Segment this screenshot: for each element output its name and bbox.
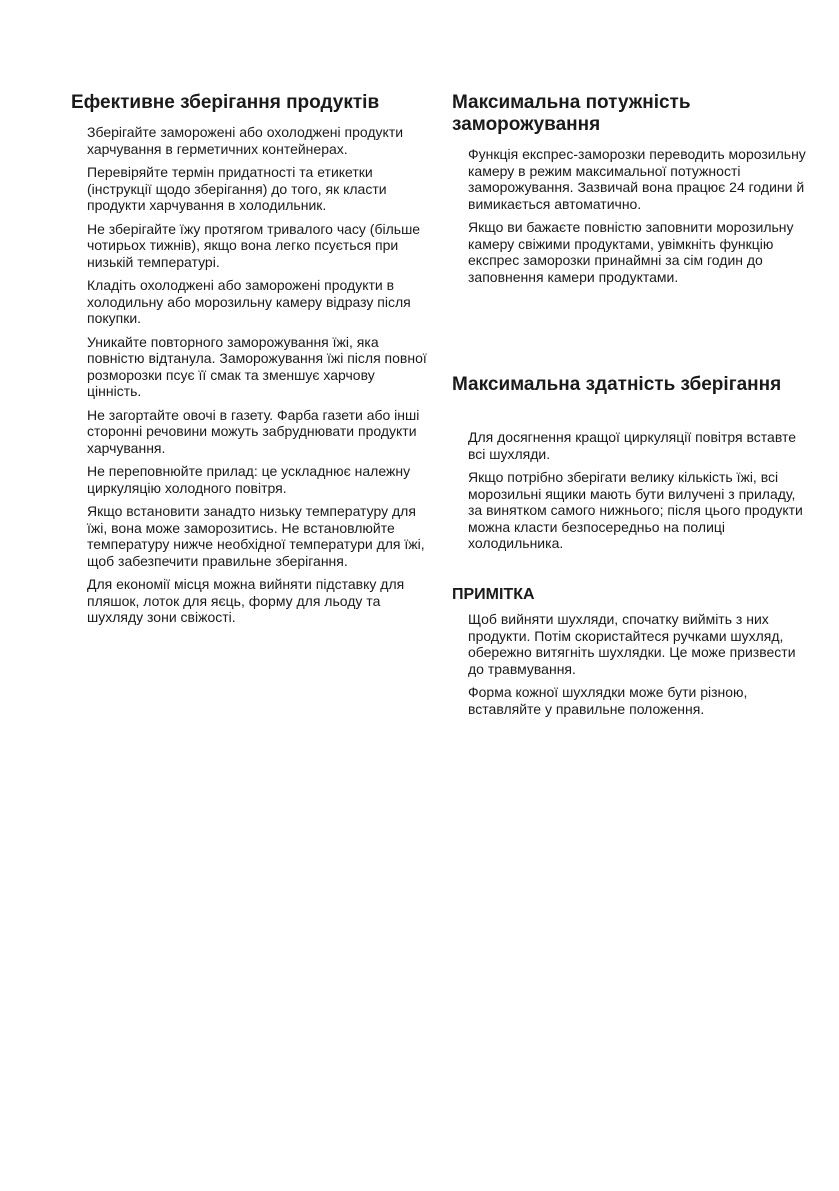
section-title-efficient-storage: Ефективне зберігання продуктів	[71, 92, 380, 113]
section-body-efficient-storage	[87, 124, 432, 633]
paragraph: Якщо ви бажаєте повністю заповнити морозильну камеру свіжими продуктами, увімкніть функцію експрес заморозки принаймні за сім годин до заповнення камери продуктами.	[468, 219, 794, 285]
section-title-max-freezing: Максимальна потужність заморожування	[452, 92, 691, 135]
paragraph: Функція експрес-заморозки переводить морозильну камеру в режим максимальної потужності заморожування. Зазвичай вона працює 24 години й вимикається автоматично.	[468, 146, 806, 212]
paragraph: Щоб вийняти шухляди, спочатку вийміть з них продукти. Потім скористайтеся ручками шухляд, обережно витягніть шухлядки. Це може призвести до травмування.	[468, 611, 796, 677]
paragraph: Кладіть охолоджені або заморожені продукти в холодильну або морозильну камеру відразу після покупки.	[87, 277, 411, 326]
section-body-max-freezing	[468, 146, 808, 292]
paragraph: Зберігайте заморожені або охолоджені продукти харчування в герметичних контейнерах.	[87, 124, 404, 157]
paragraph: Не переповнюйте прилад: це ускладнює належну циркуляцію холодного повітря.	[87, 463, 411, 496]
section-body-max-storage	[468, 429, 808, 559]
paragraph: Не загортайте овочі в газету. Фарба газети або інші сторонні речовини можуть забруднювати продукти харчування.	[87, 406, 420, 456]
paragraph: Якщо встановити занадто низьку температуру для їжі, вона може заморозитись. Не встановлюйте температуру нижче необхідної температури для їжі, щоб забезпечити правильне зберігання.	[87, 503, 425, 569]
paragraph: Форма кожної шухлядки може бути різною, вставляйте у правильне положення.	[468, 684, 748, 717]
paragraph: Уникайте повторного заморожування їжі, яка повністю відтанула. Заморожування їжі після повної розморозки псує її смак та зменшує харчову цінність.	[87, 333, 427, 399]
paragraph: Для досягнення кращої циркуляції повітря вставте всі шухляди.	[468, 429, 797, 462]
paragraph: Якщо потрібно зберігати велику кількість їжі, всі морозильні ящики мають бути вилучені з приладу, за винятком самого нижнього; після цього продукти можна класти безпосередньо на полиці холодильника.	[468, 469, 803, 551]
note-title: ПРИМІТКА	[452, 586, 535, 603]
note-body	[468, 611, 803, 724]
paragraph: Не зберігайте їжу протягом тривалого часу (більше чотирьох тижнів), якщо вона легко псується при низькій температурі.	[87, 220, 421, 270]
paragraph: Перевіряйте термін придатності та етикетки (інструкції щодо зберігання) до того, як класти продукти харчування в холодильник.	[87, 164, 387, 213]
paragraph: Для економії місця можна вийняти підставку для пляшок, лоток для яєць, форму для льоду та шухляду зони свіжості.	[87, 576, 405, 625]
section-title-max-storage: Максимальна здатність зберігання	[452, 374, 782, 395]
